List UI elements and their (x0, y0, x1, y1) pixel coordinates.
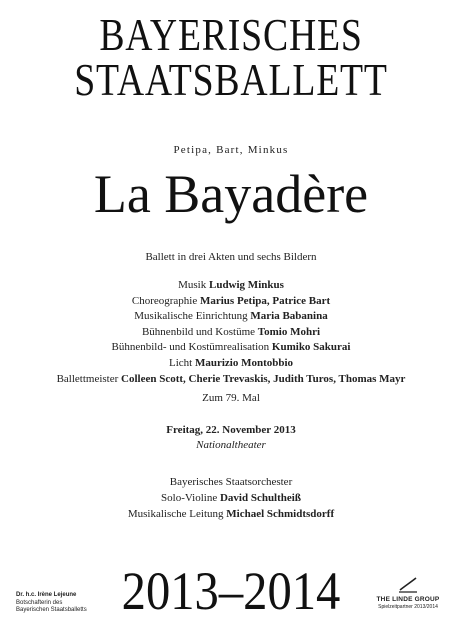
orchestra-row (0, 506, 462, 522)
credit-name: Kumiko Sakurai (271, 341, 351, 354)
performance-count: Zum 79. Mal (202, 392, 260, 404)
credit-row (0, 372, 462, 388)
performance-info (0, 423, 462, 453)
credit-role: Musikalische Einrichtung (134, 310, 248, 323)
patron-line: Bayerischen Staatsballetts (16, 607, 87, 613)
orchestra-person: Michael Schmidtsdorff (226, 508, 335, 520)
page-title: La Bayadère (93, 164, 369, 224)
brand-line-2: STAATSBALLETT (74, 54, 388, 105)
subtitle: Ballett in drei Akten und sechs Bildern (145, 251, 317, 263)
credit-name: Maria Babanina (250, 310, 328, 323)
season-years: 2013–2014 (121, 561, 341, 621)
credit-name: Marius Petipa, Patrice Bart (199, 294, 331, 307)
brand-line-1: BAYERISCHES (99, 9, 363, 60)
orchestra-role: Musikalische Leitung (127, 508, 224, 520)
credit-row (0, 340, 462, 356)
credit-row (0, 356, 462, 372)
credit-name: Ludwig Minkus (208, 279, 284, 291)
patron-line: Botschafterin des (16, 599, 63, 606)
orchestra-row (0, 490, 462, 506)
credit-row (0, 325, 462, 341)
orchestra-role: Solo-Violine (161, 492, 218, 504)
credit-role: Musik (178, 279, 207, 291)
composers: Petipa, Bart, Minkus (173, 144, 289, 156)
credit-name: Tomio Mohri (257, 325, 321, 338)
patron-name: Dr. h.c. Irène Lejeune (16, 592, 77, 598)
orchestra-list (0, 474, 462, 522)
credit-role: Ballettmeister (56, 372, 119, 385)
credit-role: Licht (168, 356, 193, 369)
sponsor-block (368, 576, 448, 610)
sponsor-sub: Spielzeitpartner 2013/2014 (378, 604, 438, 610)
orchestra-name: Bayerisches Staatsorchester (169, 476, 293, 488)
orchestra-row (0, 474, 462, 490)
credit-name: Maurizio Montobbio (194, 356, 294, 369)
credit-role: Bühnenbild und Kostüme (141, 325, 256, 338)
sponsor-name: THE LINDE GROUP (376, 596, 440, 603)
orchestra-person: David Schultheiß (219, 492, 301, 504)
credit-row (0, 294, 462, 310)
linde-swoosh-icon (397, 576, 419, 594)
credit-role: Bühnenbild- und Kostümrealisation (111, 341, 270, 354)
credit-row (0, 278, 462, 294)
credit-name: Colleen Scott, Cherie Trevaskis, Judith Turos, Thomas Mayr (121, 372, 406, 385)
credit-role: Choreographie (131, 294, 198, 307)
credits-list (0, 278, 462, 387)
performance-date: Freitag, 22. November 2013 (166, 424, 296, 436)
performance-venue: Nationaltheater (196, 439, 266, 451)
credit-row (0, 309, 462, 325)
